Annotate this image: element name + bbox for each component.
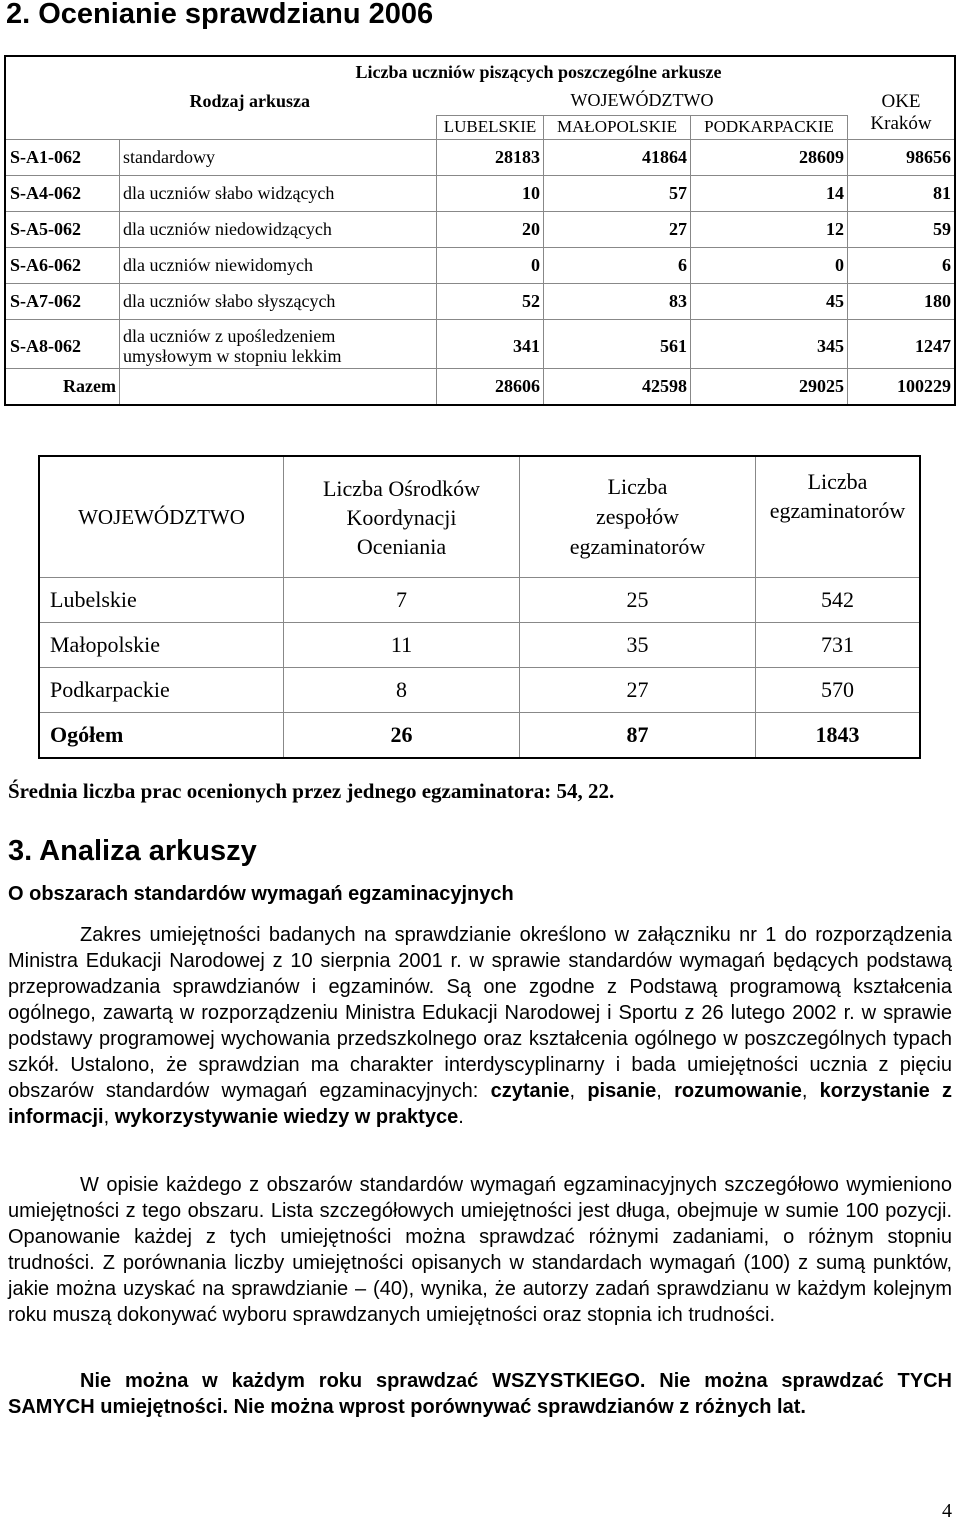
col-egzaminatorzy: [756, 456, 921, 578]
col-zespoly-line1: Liczba: [607, 474, 668, 499]
table-row: [39, 668, 920, 713]
row-desc: dla uczniów niewidomych: [120, 248, 437, 284]
cell-lubelskie: 20: [437, 212, 544, 248]
row-desc: dla uczniów słabo widzących: [120, 176, 437, 212]
col-oke-line1: OKE: [881, 91, 921, 112]
table-arkusze: [4, 55, 956, 406]
cell-malopolskie: 83: [544, 284, 691, 320]
col-egz-line1: Liczba: [807, 469, 868, 494]
col-zespoly-line2: zespołów: [595, 504, 680, 529]
row-desc: [120, 320, 437, 369]
cell-egzaminatorzy: 731: [756, 623, 921, 668]
table-total-row: [5, 369, 955, 406]
row-name: Ogółem: [39, 713, 284, 759]
section-2-title: 2. Ocenianie sprawdzianu 2006: [6, 0, 434, 30]
table-row: [5, 212, 955, 248]
total-malopolskie: 42598: [544, 369, 691, 406]
row-code: S-A6-062: [5, 248, 120, 284]
total-oke: 100229: [848, 369, 956, 406]
row-desc-line1: dla uczniów z upośledzeniem: [123, 326, 336, 346]
col-osrodki-line3: Oceniania: [356, 533, 447, 559]
area-rozumowanie: rozumowanie: [674, 1080, 802, 1102]
cell-osrodki: 26: [284, 713, 520, 759]
separator: ,: [569, 1080, 588, 1102]
cell-zespoly: 35: [520, 623, 756, 668]
row-name: Małopolskie: [39, 623, 284, 668]
row-desc-line2: umysłowym w stopniu lekkim: [123, 346, 342, 366]
paragraph-1: [8, 922, 952, 1130]
total-podkarpackie: 29025: [691, 369, 848, 406]
cell-lubelskie: 28183: [437, 140, 544, 176]
area-czytanie: czytanie: [490, 1080, 570, 1102]
cell-lubelskie: 341: [437, 320, 544, 369]
page-number: 4: [942, 1500, 952, 1522]
row-code: S-A5-062: [5, 212, 120, 248]
separator: ,: [801, 1080, 820, 1102]
cell-zespoly: 27: [520, 668, 756, 713]
total-lubelskie: 28606: [437, 369, 544, 406]
row-desc: standardowy: [120, 140, 437, 176]
cell-podkarpackie: 45: [691, 284, 848, 320]
row-code: S-A7-062: [5, 284, 120, 320]
cell-egzaminatorzy: 570: [756, 668, 921, 713]
table-row: [5, 176, 955, 212]
subheading: O obszarach standardów wymagań egzaminacyjnych: [8, 883, 514, 905]
col-oke-line2: Kraków: [870, 113, 932, 134]
average-text: Średnia liczba prac ocenionych przez jednego egzaminatora: 54, 22.: [8, 779, 615, 803]
table-row: [5, 140, 955, 176]
area-korzystanie: korzystanie z informacji: [8, 1080, 952, 1128]
col-osrodki: [284, 456, 520, 578]
row-code: S-A1-062: [5, 140, 120, 176]
col-wojewodztwo: WOJEWÓDZTWO: [570, 90, 714, 111]
cell-podkarpackie: 345: [691, 320, 848, 369]
cell-osrodki: 8: [284, 668, 520, 713]
cell-oke: 180: [848, 284, 956, 320]
section-3-title: 3. Analiza arkuszy: [8, 835, 257, 867]
cell-osrodki: 11: [284, 623, 520, 668]
cell-oke: 98656: [848, 140, 956, 176]
area-pisanie: pisanie: [587, 1080, 657, 1102]
table-row: [39, 578, 920, 623]
col-oke: [848, 87, 956, 140]
paragraph-2: [8, 1172, 952, 1328]
col-zespoly: [520, 456, 756, 578]
row-desc: dla uczniów słabo słyszących: [120, 284, 437, 320]
cell-podkarpackie: 14: [691, 176, 848, 212]
paragraph-2-text: W opisie każdego z obszarów standardów wymagań egzaminacyjnych szczegółowo wymieniono umiejętności z tego obszaru. Lista szczegółowych umiejętności jest długa, obejmuje w sumie 100 pozycji. Opanowanie każdej z tych umiejętności można sprawdzać różnymi zadaniami, o różnym stopniu trudności. Z porównania liczby umiejętności opisanych w standardach wymagań (100) z sumą punktów, jakie można uzyskać na sprawdzianie – (40), wynika, że autorzy zadań sprawdzianu w każdym kolejnym roku muszą dokonywać wyboru sprawdzanych umiejętności oraz stopnia ich trudności.: [8, 1174, 952, 1326]
cell-lubelskie: 52: [437, 284, 544, 320]
cell-egzaminatorzy: 1843: [756, 713, 921, 759]
cell-malopolskie: 41864: [544, 140, 691, 176]
row-name: Podkarpackie: [39, 668, 284, 713]
cell-malopolskie: 561: [544, 320, 691, 369]
table-row: [5, 284, 955, 320]
row-code: S-A4-062: [5, 176, 120, 212]
cell-podkarpackie: 12: [691, 212, 848, 248]
row-name: Lubelskie: [39, 578, 284, 623]
col-malopolskie: MAŁOPOLSKIE: [544, 115, 691, 140]
cell-lubelskie: 0: [437, 248, 544, 284]
cell-oke: 81: [848, 176, 956, 212]
col-egz-line2: egzaminatorów: [769, 498, 906, 523]
cell-podkarpackie: 28609: [691, 140, 848, 176]
col-rodzaj-arkusza: Rodzaj arkusza: [189, 90, 310, 111]
table-egzaminatorzy: [38, 455, 921, 759]
cell-podkarpackie: 0: [691, 248, 848, 284]
cell-malopolskie: 27: [544, 212, 691, 248]
row-desc: dla uczniów niedowidzących: [120, 212, 437, 248]
col-podkarpackie: PODKARPACKIE: [691, 115, 848, 140]
total-label: Razem: [5, 369, 120, 406]
paragraph-3: [8, 1368, 952, 1420]
table1-title: Liczba uczniów piszących poszczególne arkusze: [355, 61, 722, 82]
separator: ,: [103, 1106, 115, 1128]
period: .: [458, 1106, 464, 1128]
area-wykorzystywanie: wykorzystywanie wiedzy w praktyce: [114, 1106, 459, 1128]
row-code: S-A8-062: [5, 320, 120, 369]
cell-malopolskie: 57: [544, 176, 691, 212]
cell-osrodki: 7: [284, 578, 520, 623]
col-zespoly-line3: egzaminatorów: [569, 534, 706, 559]
separator: ,: [656, 1080, 675, 1102]
table-total-row: [39, 713, 920, 759]
col-wojewodztwo: WOJEWÓDZTWO: [39, 456, 284, 578]
cell-zespoly: 87: [520, 713, 756, 759]
paragraph-3-text: Nie można w każdym roku sprawdzać WSZYSTKIEGO. Nie można sprawdzać TYCH SAMYCH umiejętności. Nie można wprost porównywać sprawdzianów z różnych lat.: [8, 1370, 952, 1418]
cell-oke: 6: [848, 248, 956, 284]
col-osrodki-line2: Koordynacji: [346, 504, 457, 530]
paragraph-1-text: Zakres umiejętności badanych na sprawdzianie określono w załączniku nr 1 do rozporządzenia Ministra Edukacji Narodowej z 10 sierpnia 2001 r. w sprawie standardów wymagań będących podstawą przeprowadzania sprawdzianów i egzaminów. Są one zgodne z Podstawą programową kształcenia ogólnego, zawartą w rozporządzeniu Ministra Edukacji Narodowej i Sportu z 26 lutego 2002 r. w sprawie podstawy programowej wychowania przedszkolnego oraz kształcenia ogólnego w poszczególnych typach szkół. Ustalono, że sprawdzian ma charakter interdyscyplinarny i bada umiejętności ucznia z pięciu obszarów standardów wymagań egzaminacyjnych:: [8, 924, 952, 1102]
cell-oke: 59: [848, 212, 956, 248]
col-osrodki-line1: Liczba Ośrodków: [322, 475, 480, 501]
table-row: [39, 623, 920, 668]
cell-lubelskie: 10: [437, 176, 544, 212]
cell-zespoly: 25: [520, 578, 756, 623]
cell-egzaminatorzy: 542: [756, 578, 921, 623]
cell-malopolskie: 6: [544, 248, 691, 284]
col-lubelskie: LUBELSKIE: [437, 115, 544, 140]
table-row: [5, 320, 955, 369]
table-row: [5, 248, 955, 284]
cell-oke: 1247: [848, 320, 956, 369]
